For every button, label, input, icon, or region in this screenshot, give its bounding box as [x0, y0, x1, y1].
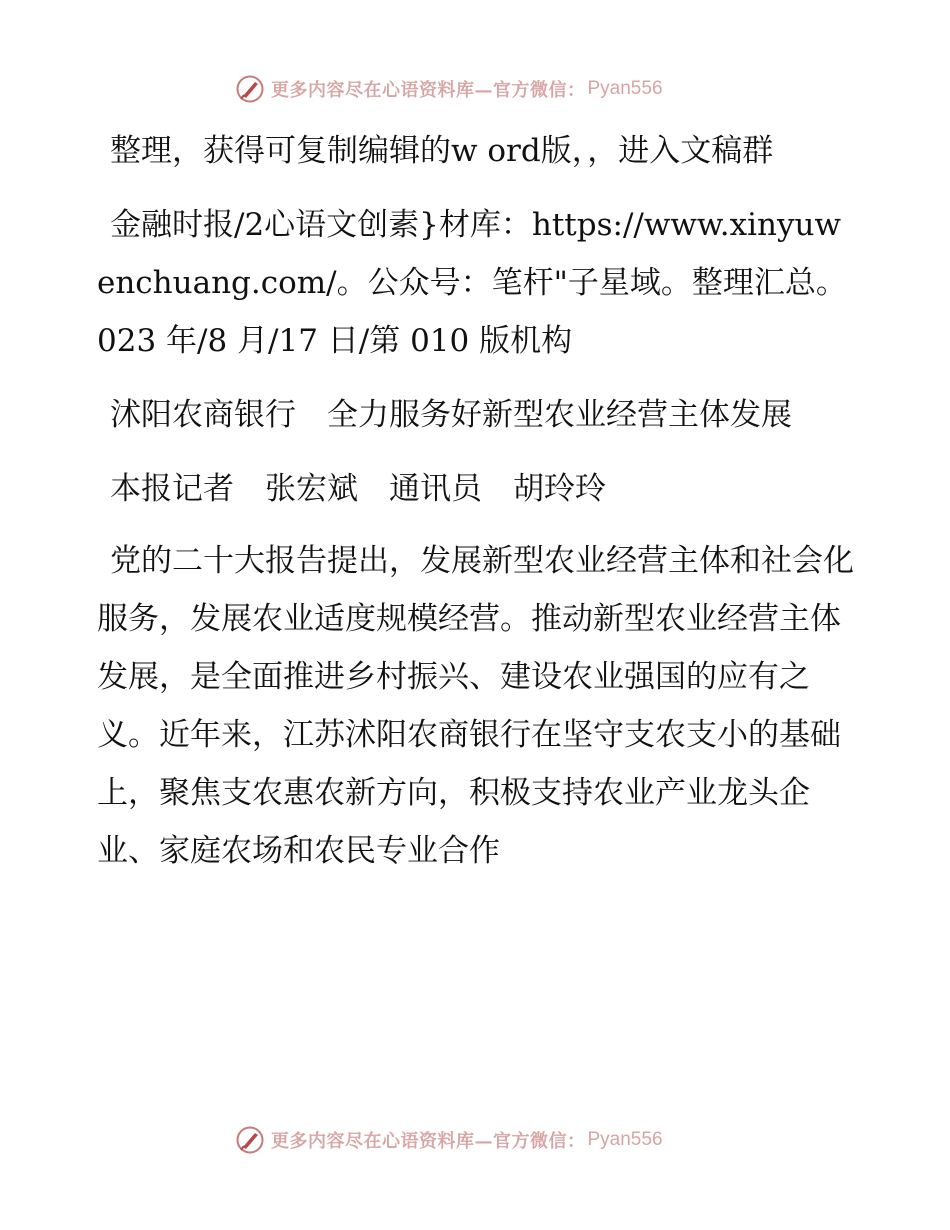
- header-watermark: [235, 72, 663, 106]
- source-paragraph: 金融时报/2心语文创素}材库：https://www.xinyuwenchuang.com/。公众号：笔杆"子星域。整理汇总。023 年/8 月/17 日/第 010 版机构: [97, 207, 847, 359]
- footer-watermark: [235, 1123, 663, 1157]
- watermark-handle: Pyan556: [587, 1129, 663, 1150]
- body-paragraph: 党的二十大报告提出，发展新型农业经营主体和社会化服务，发展农业适度规模经营。推动新型农业经营主体发展，是全面推进乡村振兴、建设农业强国的应有之义。近年来，江苏沭阳农商银行在坚守支农支小的基础上，聚焦支农惠农新方向，积极支持农业产业龙头企业、家庭农场和农民专业合作: [97, 543, 854, 869]
- quill-pen-in-circle-icon: [235, 1125, 265, 1155]
- watermark-text: 更多内容尽在心语资料库—官方微信：: [271, 1131, 586, 1152]
- watermark-text: 更多内容尽在心语资料库—官方微信：: [271, 80, 586, 101]
- article-body: [97, 122, 857, 896]
- watermark-handle: Pyan556: [587, 78, 663, 99]
- intro-paragraph: 整理，获得可复制编辑的w ord版，，进入文稿群: [110, 133, 774, 169]
- byline: 本报记者 张宏斌 通讯员 胡玲玲: [110, 471, 606, 507]
- quill-pen-in-circle-icon: [235, 74, 265, 104]
- article-title: 沭阳农商银行 全力服务好新型农业经营主体发展: [110, 397, 792, 433]
